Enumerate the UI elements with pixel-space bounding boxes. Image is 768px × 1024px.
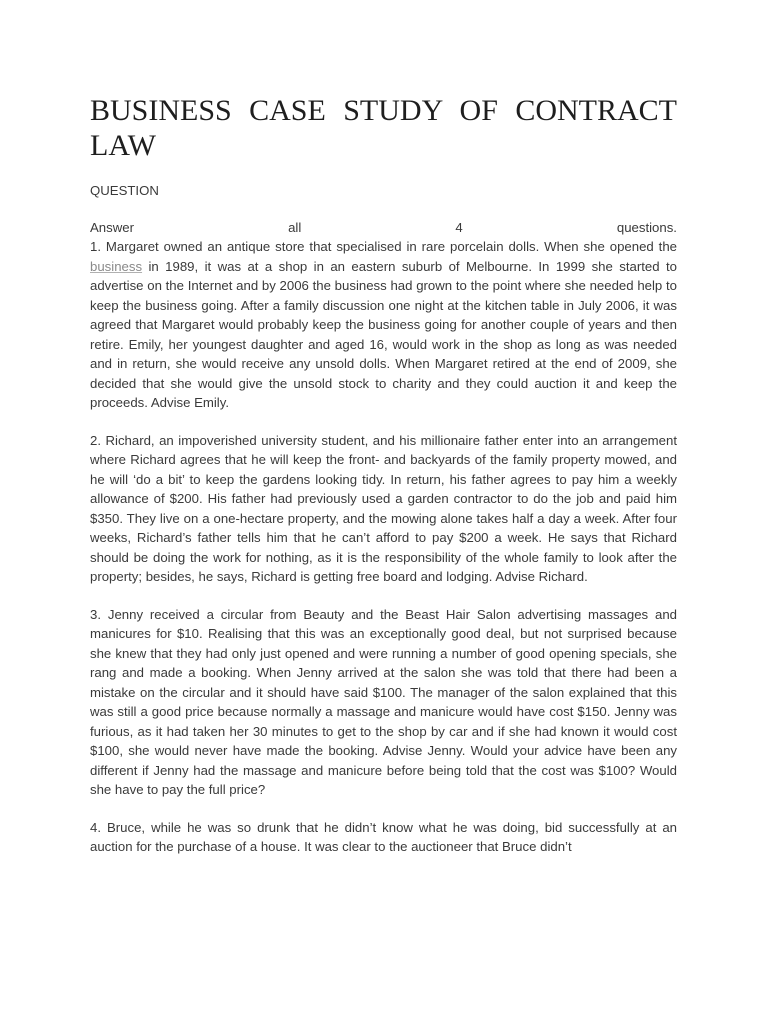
- question-3-paragraph: 3. Jenny received a circular from Beauty and the Beast Hair Salon advertising massages and manicures for $10. Realising that this was an exceptionally good deal, but not surprised because she knew that they had only just opened and were running a number of good opening specials, she rang and made a booking. When Jenny arrived at the salon she was told that there had been a mistake on the circular and it should have said $100. The manager of the salon explained that this was still a good price because normally a massage and manicure would have cost $150. Jenny was furious, as it had taken her 30 minutes to get to the shop by car and if she had known it would cost $100, she would never have made the booking. Advise Jenny. Would your advice have been any different if Jenny had the massage and manicure before being told that the cost was $100? Would she have to pay the full price?: [90, 606, 677, 797]
- question-1-text-start: 1. Margaret owned an antique store that specialised in rare porcelain dolls. When she opened the: [90, 239, 677, 254]
- answer-word: questions.: [616, 219, 677, 235]
- answer-word: all: [288, 219, 302, 235]
- section-heading: QUESTION: [90, 183, 159, 198]
- answer-word: Answer: [90, 219, 134, 235]
- answer-instruction: [90, 218, 677, 238]
- title-line-2: LAW: [90, 129, 156, 162]
- document-page: [90, 93, 677, 875]
- question-1-paragraph: [90, 218, 677, 413]
- question-1-text-end: in 1989, it was at a shop in an eastern suburb of Melbourne. In 1999 she started to advertise on the Internet and by 2006 the business had grown to the point where she needed help to keep the business going. After a family discussion one night at the kitchen table in July 2006, it was agreed that Margaret would probably keep the business going for another couple of years and then retire. Emily, her youngest daughter and aged 16, would work in the shop as long as was needed and in return, she would receive any unsold dolls. When Margaret retired at the end of 2009, she decided that she would give the unsold stock to charity and they could auction it and keep the proceeds. Advise Emily.: [90, 258, 677, 410]
- document-title: [90, 93, 677, 163]
- question-4-paragraph: 4. Bruce, while he was so drunk that he didn’t know what he was doing, bid successfully at an auction for the purchase of a house. It was clear to the auctioneer that Bruce didn’t: [90, 819, 677, 854]
- business-link[interactable]: business: [90, 258, 143, 274]
- title-line-1: BUSINESS CASE STUDY OF CONTRACT: [90, 94, 677, 127]
- question-2-paragraph: 2. Richard, an impoverished university student, and his millionaire father enter into an arrangement where Richard agrees that he will keep the front- and backyards of the family property mowed, and he will ‘do a bit’ to keep the gardens looking tidy. In return, his father agrees to pay him a weekly allowance of $200. His father had previously used a garden contractor to do the job and paid him $350. They live on a one-hectare property, and the mowing alone takes half a day a week. After four weeks, Richard’s father tells him that he can’t afford to pay $200 a week. He says that Richard should be doing the work for nothing, as it is the responsibility of the whole family to look after the property; besides, he says, Richard is getting free board and lodging. Advise Richard.: [90, 432, 677, 584]
- answer-word: 4: [455, 219, 463, 235]
